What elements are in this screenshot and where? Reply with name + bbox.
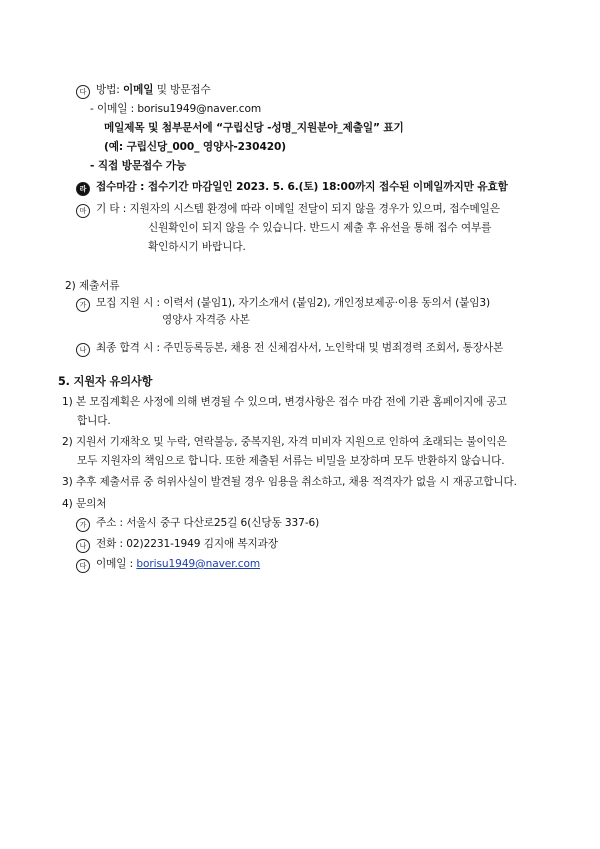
circle-marker: 나 xyxy=(76,343,90,357)
circle-marker: 가 xyxy=(76,518,90,532)
contact-address-line xyxy=(76,516,319,532)
deadline-text: 접수마감 : 접수기간 마감일인 2023. 5. 6.(토) 18:00까지 접수된 이메일까지만 유효함 xyxy=(96,181,508,193)
documents-recruit-text: 모집 지원 시 : 이력서 (붙임1), 자기소개서 (붙임2), 개인정보제공·이용 동의서 (붙임3) xyxy=(96,297,491,309)
notes-heading: 5. 지원자 유의사항 xyxy=(58,375,153,388)
circle-marker: 나 xyxy=(76,539,90,553)
notes-item-2-line-1: 2) 지원서 기재착오 및 누락, 연락불능, 중복지원, 자격 미비자 지원으로 인하여 초래되는 불이익은 xyxy=(62,436,507,448)
notes-item-2-line-2: 모두 지원자의 책임으로 합니다. 또한 제출된 서류는 비밀을 보장하며 모두 반환하지 않습니다. xyxy=(77,455,505,467)
method-subject-rule: 메일제목 및 첨부문서에 “구립신당 -성명_지원분야_제출일” 표기 xyxy=(104,122,404,134)
documents-title: 2) 제출서류 xyxy=(65,280,120,292)
etc-line-3: 확인하시기 바랍니다. xyxy=(148,241,246,253)
circle-marker: 다 xyxy=(76,559,90,573)
method-line xyxy=(76,83,211,99)
contact-email-label: 이메일 : xyxy=(96,558,137,570)
method-suffix: 및 방문접수 xyxy=(153,84,211,96)
deadline-line xyxy=(76,180,508,196)
etc-line-2: 신원확인이 되지 않을 수 있습니다. 반드시 제출 후 유선을 통해 접수 여부를 xyxy=(148,222,492,234)
contact-email-link[interactable]: borisu1949@naver.com xyxy=(136,558,261,570)
notes-item-1-line-2: 합니다. xyxy=(77,415,111,427)
contact-phone-line xyxy=(76,537,278,553)
notes-item-4: 4) 문의처 xyxy=(62,498,107,510)
documents-recruit-line-2: 영양사 자격증 사본 xyxy=(162,314,250,326)
circle-marker: 다 xyxy=(76,85,90,99)
contact-email-line xyxy=(76,557,260,573)
method-email-line: - 이메일 : borisu1949@naver.com xyxy=(90,103,262,115)
documents-recruit-line-1 xyxy=(76,296,490,312)
method-prefix: 방법: xyxy=(96,84,124,96)
circle-marker: 가 xyxy=(76,298,90,312)
contact-phone: 전화 : 02)2231-1949 김지애 복지과장 xyxy=(96,538,278,550)
etc-line-1 xyxy=(76,202,500,218)
documents-final-text: 최종 합격 시 : 주민등록등본, 채용 전 신체검사서, 노인학대 및 범죄경력 조회서, 통장사본 xyxy=(96,342,504,354)
circle-marker: 마 xyxy=(76,204,90,218)
method-bold: 이메일 xyxy=(123,84,154,96)
contact-address: 주소 : 서울시 중구 다산로25길 6(신당동 337-6) xyxy=(96,517,320,529)
documents-final-line xyxy=(76,341,503,357)
notes-item-3: 3) 추후 제출서류 중 허위사실이 발견될 경우 임용을 취소하고, 채용 적격자가 없을 시 재공고합니다. xyxy=(62,476,517,488)
method-example: (예: 구립신당_000_ 영양사-230420) xyxy=(104,141,286,153)
method-visit: - 직접 방문접수 가능 xyxy=(90,160,187,172)
notes-item-1-line-1: 1) 본 모집계획은 사정에 의해 변경될 수 있으며, 변경사항은 접수 마감 전에 기관 홈페이지에 공고 xyxy=(62,396,507,408)
etc-text-1: 기 타 : 지원자의 시스템 환경에 따라 이메일 전달이 되지 않을 경우가 있으며, 접수메일은 xyxy=(96,203,500,215)
circle-marker: 라 xyxy=(76,182,90,196)
